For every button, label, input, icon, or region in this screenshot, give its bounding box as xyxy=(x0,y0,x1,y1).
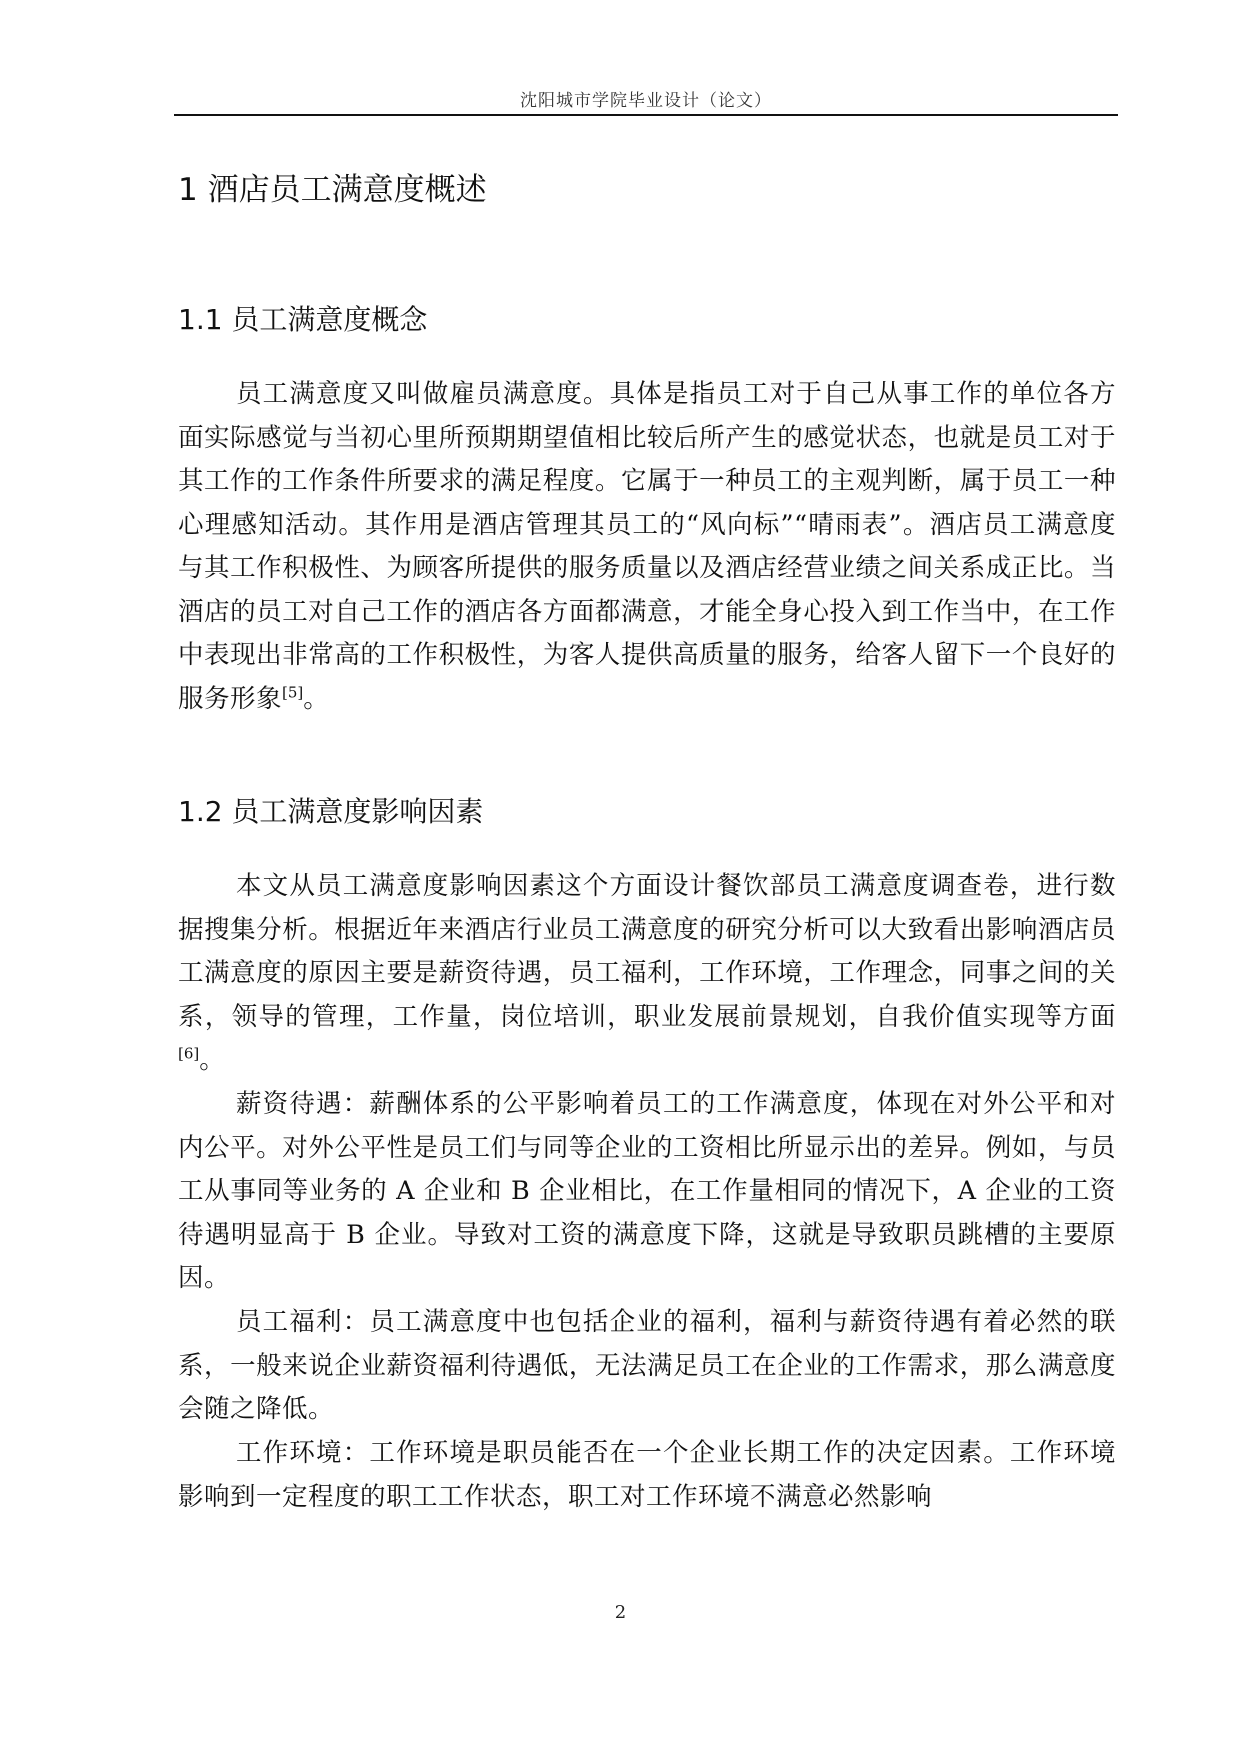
page-number: 2 xyxy=(614,1602,627,1623)
paragraph-concept xyxy=(178,373,1116,721)
citation: [6] xyxy=(178,1044,200,1063)
header-rule xyxy=(174,114,1118,116)
paragraph-text: 员工满意度又叫做雇员满意度。具体是指员工对于自己从事工作的单位各方面实际感觉与当初心里所预期期望值相比较后所产生的感觉状态，也就是员工对于其工作的工作条件所要求的满足程度。它属于一种员工的主观判断，属于员工一种心理感知活动。其作用是酒店管理其员工的“风向标”“晴雨表”。酒店员工满意度与其工作积极性、为顾客所提供的服务质量以及酒店经营业绩之间关系成正比。当酒店的员工对自己工作的酒店各方面都满意，才能全身心投入到工作当中，在工作中表现出非常高的工作积极性，为客人提供高质量的服务，给客人留下一个良好的服务形象 xyxy=(178,379,1116,714)
paragraph-tail: 。 xyxy=(303,683,330,714)
paragraph-tail: 。 xyxy=(199,1045,226,1075)
paragraph-salary: 薪资待遇：薪酬体系的公平影响着员工的工作满意度，体现在对外公平和对内公平。对外公平性是员工们与同等企业的工资相比所显示出的差异。例如，与员工从事同等业务的 A 企业和 B 企业相比，在工作量相同的情况下，A 企业的工资待遇明显高于 B 企业。导致对工资的满意度下降，这就是导致职员跳槽的主要原因。 xyxy=(178,1089,1116,1293)
running-header: 沈阳城市学院毕业设计（论文） xyxy=(520,91,772,111)
paragraph-welfare: 员工福利：员工满意度中也包括企业的福利，福利与薪资待遇有着必然的联系，一般来说企业薪资福利待遇低，无法满足员工在企业的工作需求，那么满意度会随之降低。 xyxy=(178,1307,1116,1424)
paragraph-factors-intro xyxy=(178,865,1116,1083)
chapter-title: 1 酒店员工满意度概述 xyxy=(178,172,487,208)
paragraph-environment: 工作环境：工作环境是职员能否在一个企业长期工作的决定因素。工作环境影响到一定程度的职工工作状态，职工对工作环境不满意必然影响 xyxy=(178,1438,1116,1512)
citation: [5] xyxy=(282,683,304,701)
section-title-1-2: 1.2 员工满意度影响因素 xyxy=(178,795,484,828)
paragraph-text: 本文从员工满意度影响因素这个方面设计餐饮部员工满意度调查卷，进行数据搜集分析。根据近年来酒店行业员工满意度的研究分析可以大致看出影响酒店员工满意度的原因主要是薪资待遇，员工福利，工作环境，工作理念，同事之间的关系，领导的管理，工作量，岗位培训，职业发展前景规划，自我价值实现等方面 xyxy=(178,871,1116,1032)
section-title-1-1: 1.1 员工满意度概念 xyxy=(178,303,428,336)
